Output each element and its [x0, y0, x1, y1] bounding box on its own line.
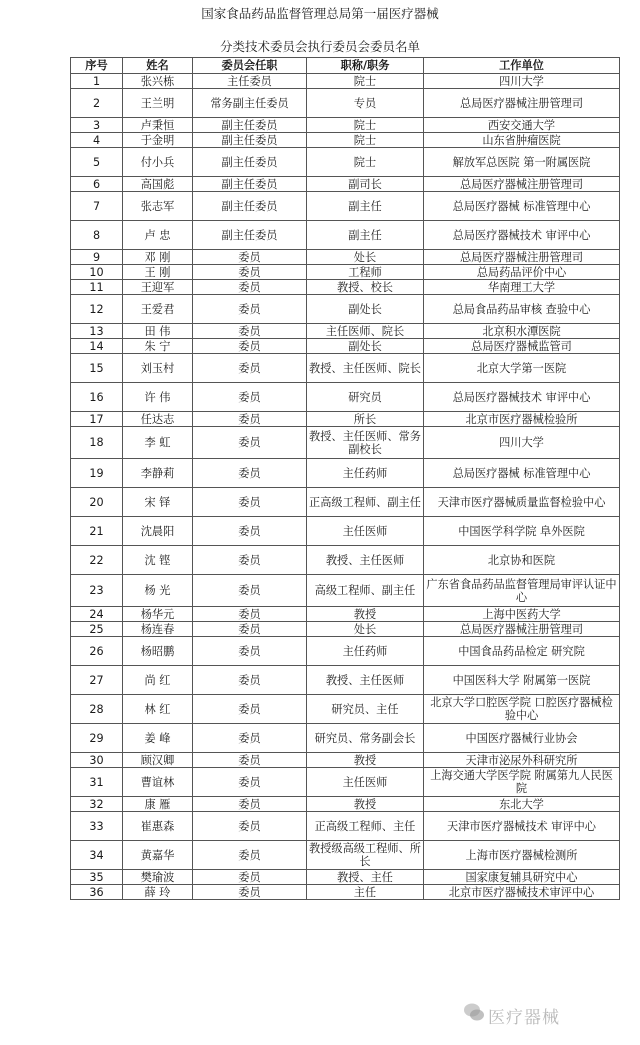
cell-name: 张志军 [123, 192, 193, 221]
table-row [71, 666, 620, 695]
cell-org: 北京积水潭医院 [424, 324, 620, 339]
cell-title: 院士 [307, 148, 424, 177]
table-row [71, 488, 620, 517]
cell-org: 解放军总医院 第一附属医院 [424, 148, 620, 177]
cell-org: 北京大学口腔医学院 口腔医疗器械检验中心 [424, 695, 620, 724]
cell-role: 委员 [193, 885, 307, 900]
cell-no: 18 [71, 427, 123, 459]
cell-title: 处长 [307, 250, 424, 265]
cell-name: 林 红 [123, 695, 193, 724]
header-role: 委员会任职 [193, 58, 307, 74]
cell-name: 王迎军 [123, 280, 193, 295]
cell-title: 院士 [307, 133, 424, 148]
cell-no: 20 [71, 488, 123, 517]
cell-name: 杨连春 [123, 622, 193, 637]
cell-name: 宋 铎 [123, 488, 193, 517]
cell-title: 副处长 [307, 339, 424, 354]
cell-no: 36 [71, 885, 123, 900]
cell-no: 29 [71, 724, 123, 753]
cell-title: 处长 [307, 622, 424, 637]
cell-title: 教授 [307, 753, 424, 768]
cell-name: 沈晨阳 [123, 517, 193, 546]
cell-role: 委员 [193, 459, 307, 488]
cell-title: 院士 [307, 118, 424, 133]
cell-role: 委员 [193, 812, 307, 841]
table-row [71, 885, 620, 900]
cell-name: 刘玉村 [123, 354, 193, 383]
table-row [71, 517, 620, 546]
cell-title: 教授、主任医师 [307, 666, 424, 695]
cell-title: 教授 [307, 607, 424, 622]
cell-title: 教授、主任医师、常务副校长 [307, 427, 424, 459]
table-row [71, 383, 620, 412]
cell-name: 杨 光 [123, 575, 193, 607]
cell-title: 正高级工程师、副主任 [307, 488, 424, 517]
cell-org: 北京市医疗器械检验所 [424, 412, 620, 427]
cell-role: 委员 [193, 870, 307, 885]
cell-role: 副主任委员 [193, 148, 307, 177]
cell-no: 21 [71, 517, 123, 546]
table-row [71, 637, 620, 666]
cell-org: 广东省食品药品监督管理局审评认证中心 [424, 575, 620, 607]
cell-no: 12 [71, 295, 123, 324]
cell-org: 总局医疗器械注册管理司 [424, 177, 620, 192]
cell-no: 34 [71, 841, 123, 870]
cell-no: 24 [71, 607, 123, 622]
table-row [71, 412, 620, 427]
cell-no: 19 [71, 459, 123, 488]
cell-name: 朱 宁 [123, 339, 193, 354]
cell-name: 薛 玲 [123, 885, 193, 900]
cell-no: 2 [71, 89, 123, 118]
cell-name: 顾汉卿 [123, 753, 193, 768]
cell-org: 上海市医疗器械检测所 [424, 841, 620, 870]
cell-role: 委员 [193, 383, 307, 412]
cell-title: 工程师 [307, 265, 424, 280]
cell-role: 委员 [193, 575, 307, 607]
cell-org: 北京大学第一医院 [424, 354, 620, 383]
cell-title: 副主任 [307, 221, 424, 250]
cell-no: 6 [71, 177, 123, 192]
cell-title: 正高级工程师、主任 [307, 812, 424, 841]
table-row [71, 622, 620, 637]
table-row [71, 724, 620, 753]
table-row [71, 870, 620, 885]
header-org: 工作单位 [424, 58, 620, 74]
cell-org: 北京市医疗器械技术审评中心 [424, 885, 620, 900]
cell-no: 26 [71, 637, 123, 666]
cell-org: 中国食品药品检定 研究院 [424, 637, 620, 666]
cell-role: 副主任委员 [193, 192, 307, 221]
table-row [71, 354, 620, 383]
cell-no: 23 [71, 575, 123, 607]
cell-role: 委员 [193, 354, 307, 383]
table-row [71, 280, 620, 295]
cell-org: 四川大学 [424, 74, 620, 89]
cell-title: 教授 [307, 797, 424, 812]
cell-no: 13 [71, 324, 123, 339]
cell-name: 曹谊林 [123, 768, 193, 797]
cell-title: 教授、主任医师 [307, 546, 424, 575]
cell-name: 许 伟 [123, 383, 193, 412]
cell-title: 高级工程师、副主任 [307, 575, 424, 607]
table-row [71, 118, 620, 133]
cell-role: 委员 [193, 250, 307, 265]
cell-no: 9 [71, 250, 123, 265]
cell-org: 天津市医疗器械技术 审评中心 [424, 812, 620, 841]
cell-name: 尚 红 [123, 666, 193, 695]
cell-role: 副主任委员 [193, 118, 307, 133]
cell-name: 付小兵 [123, 148, 193, 177]
cell-name: 任达志 [123, 412, 193, 427]
cell-org: 总局医疗器械监管司 [424, 339, 620, 354]
table-row [71, 753, 620, 768]
cell-role: 委员 [193, 797, 307, 812]
table-row [71, 295, 620, 324]
cell-role: 委员 [193, 622, 307, 637]
cell-org: 总局食品药品审核 查验中心 [424, 295, 620, 324]
cell-role: 委员 [193, 607, 307, 622]
cell-org: 中国医疗器械行业协会 [424, 724, 620, 753]
table-row [71, 324, 620, 339]
cell-title: 主任药师 [307, 459, 424, 488]
cell-no: 22 [71, 546, 123, 575]
cell-name: 邓 刚 [123, 250, 193, 265]
document-subtitle: 分类技术委员会执行委员会委员名单 [219, 39, 420, 54]
cell-org: 东北大学 [424, 797, 620, 812]
cell-name: 黄嘉华 [123, 841, 193, 870]
cell-org: 中国医学科学院 阜外医院 [424, 517, 620, 546]
cell-title: 主任医师、院长 [307, 324, 424, 339]
cell-org: 总局医疗器械 标准管理中心 [424, 459, 620, 488]
cell-role: 主任委员 [193, 74, 307, 89]
cell-no: 7 [71, 192, 123, 221]
cell-name: 卢 忠 [123, 221, 193, 250]
cell-title: 主任 [307, 885, 424, 900]
table-row [71, 265, 620, 280]
cell-role: 委员 [193, 412, 307, 427]
header-no: 序号 [71, 58, 123, 74]
cell-name: 杨昭鹏 [123, 637, 193, 666]
cell-role: 委员 [193, 488, 307, 517]
cell-org: 总局药品评价中心 [424, 265, 620, 280]
cell-org: 四川大学 [424, 427, 620, 459]
header-name: 姓名 [123, 58, 193, 74]
cell-title: 教授、主任 [307, 870, 424, 885]
cell-name: 张兴栋 [123, 74, 193, 89]
cell-name: 康 雁 [123, 797, 193, 812]
cell-no: 14 [71, 339, 123, 354]
cell-no: 33 [71, 812, 123, 841]
cell-role: 委员 [193, 295, 307, 324]
table-row [71, 148, 620, 177]
cell-role: 委员 [193, 546, 307, 575]
table-row [71, 797, 620, 812]
table-row [71, 133, 620, 148]
cell-name: 樊瑜波 [123, 870, 193, 885]
cell-role: 委员 [193, 724, 307, 753]
cell-no: 25 [71, 622, 123, 637]
cell-name: 姜 峰 [123, 724, 193, 753]
cell-title: 主任医师 [307, 768, 424, 797]
cell-org: 山东省肿瘤医院 [424, 133, 620, 148]
cell-name: 崔惠森 [123, 812, 193, 841]
cell-title: 副处长 [307, 295, 424, 324]
cell-name: 李 虹 [123, 427, 193, 459]
cell-name: 王 刚 [123, 265, 193, 280]
cell-name: 王爱君 [123, 295, 193, 324]
cell-name: 于金明 [123, 133, 193, 148]
table-row [71, 74, 620, 89]
table-row [71, 695, 620, 724]
cell-no: 30 [71, 753, 123, 768]
cell-title: 研究员、主任 [307, 695, 424, 724]
cell-title: 研究员 [307, 383, 424, 412]
cell-role: 委员 [193, 517, 307, 546]
table-row [71, 250, 620, 265]
cell-no: 32 [71, 797, 123, 812]
table-row [71, 89, 620, 118]
cell-name: 李静莉 [123, 459, 193, 488]
cell-role: 委员 [193, 637, 307, 666]
cell-role: 委员 [193, 753, 307, 768]
table-row [71, 427, 620, 459]
cell-no: 15 [71, 354, 123, 383]
table-row [71, 177, 620, 192]
cell-role: 委员 [193, 339, 307, 354]
table-row [71, 459, 620, 488]
cell-role: 委员 [193, 280, 307, 295]
table-header-row [71, 58, 620, 74]
table-row [71, 192, 620, 221]
cell-org: 西安交通大学 [424, 118, 620, 133]
cell-title: 院士 [307, 74, 424, 89]
cell-title: 主任医师 [307, 517, 424, 546]
cell-no: 28 [71, 695, 123, 724]
table-row [71, 221, 620, 250]
cell-name: 高国彪 [123, 177, 193, 192]
table-body [71, 74, 620, 900]
cell-no: 27 [71, 666, 123, 695]
cell-title: 教授、校长 [307, 280, 424, 295]
cell-role: 委员 [193, 841, 307, 870]
cell-no: 16 [71, 383, 123, 412]
cell-org: 上海中医药大学 [424, 607, 620, 622]
table-row [71, 339, 620, 354]
cell-org: 总局医疗器械注册管理司 [424, 250, 620, 265]
cell-org: 总局医疗器械 标准管理中心 [424, 192, 620, 221]
cell-name: 田 伟 [123, 324, 193, 339]
header-title: 职称/职务 [307, 58, 424, 74]
cell-name: 王兰明 [123, 89, 193, 118]
wechat-logo-icon [462, 1000, 486, 1024]
cell-no: 5 [71, 148, 123, 177]
cell-no: 8 [71, 221, 123, 250]
cell-org: 天津市泌尿外科研究所 [424, 753, 620, 768]
cell-org: 华南理工大学 [424, 280, 620, 295]
cell-role: 委员 [193, 427, 307, 459]
cell-org: 国家康复辅具研究中心 [424, 870, 620, 885]
committee-member-table [70, 57, 620, 900]
cell-org: 总局医疗器械技术 审评中心 [424, 221, 620, 250]
cell-org: 上海交通大学医学院 附属第九人民医院 [424, 768, 620, 797]
cell-role: 委员 [193, 666, 307, 695]
cell-title: 研究员、常务副会长 [307, 724, 424, 753]
watermark-text: 医疗器械 [488, 1008, 560, 1028]
cell-org: 天津市医疗器械质量监督检验中心 [424, 488, 620, 517]
table-row [71, 546, 620, 575]
table-row [71, 841, 620, 870]
cell-role: 委员 [193, 768, 307, 797]
cell-title: 副司长 [307, 177, 424, 192]
table-row [71, 607, 620, 622]
cell-no: 35 [71, 870, 123, 885]
table-row [71, 812, 620, 841]
cell-no: 1 [71, 74, 123, 89]
cell-title: 副主任 [307, 192, 424, 221]
cell-org: 总局医疗器械技术 审评中心 [424, 383, 620, 412]
cell-no: 31 [71, 768, 123, 797]
cell-title: 教授级高级工程师、所长 [307, 841, 424, 870]
cell-title: 所长 [307, 412, 424, 427]
cell-no: 17 [71, 412, 123, 427]
cell-name: 沈 铿 [123, 546, 193, 575]
cell-name: 卢秉恒 [123, 118, 193, 133]
cell-role: 常务副主任委员 [193, 89, 307, 118]
cell-no: 3 [71, 118, 123, 133]
cell-role: 副主任委员 [193, 221, 307, 250]
table-row [71, 575, 620, 607]
cell-role: 副主任委员 [193, 133, 307, 148]
cell-no: 11 [71, 280, 123, 295]
table-row [71, 768, 620, 797]
cell-org: 中国医科大学 附属第一医院 [424, 666, 620, 695]
cell-no: 4 [71, 133, 123, 148]
cell-no: 10 [71, 265, 123, 280]
cell-role: 委员 [193, 265, 307, 280]
cell-name: 杨华元 [123, 607, 193, 622]
cell-org: 北京协和医院 [424, 546, 620, 575]
cell-role: 委员 [193, 324, 307, 339]
cell-title: 专员 [307, 89, 424, 118]
cell-org: 总局医疗器械注册管理司 [424, 89, 620, 118]
cell-role: 委员 [193, 695, 307, 724]
cell-org: 总局医疗器械注册管理司 [424, 622, 620, 637]
document-title: 国家食品药品监督管理总局第一届医疗器械 [201, 6, 439, 21]
cell-title: 教授、主任医师、院长 [307, 354, 424, 383]
cell-title: 主任药师 [307, 637, 424, 666]
cell-role: 副主任委员 [193, 177, 307, 192]
